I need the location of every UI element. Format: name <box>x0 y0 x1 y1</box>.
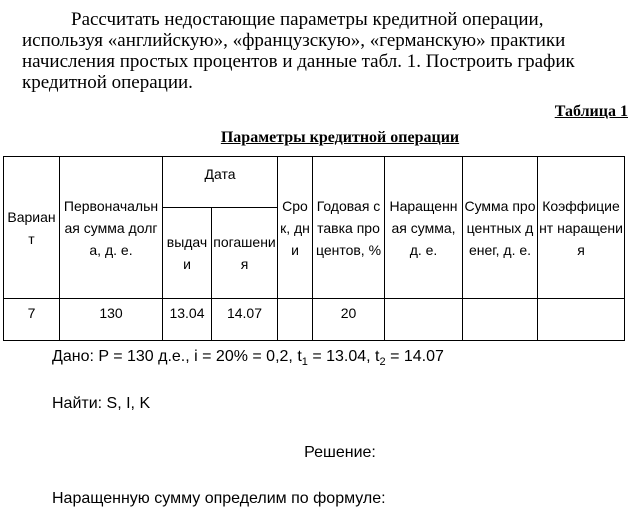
header-annual-rate: Годовая ставка процентов, % <box>313 157 385 299</box>
header-interest-sum: Сумма процентных денег, д. е. <box>463 157 538 299</box>
cell-initial-sum: 130 <box>60 299 163 341</box>
table-row <box>4 299 625 341</box>
find-line: Найти: S, I, K <box>52 395 151 412</box>
given-line <box>52 348 444 368</box>
header-issue-date: выдачи <box>163 208 212 299</box>
cell-issue-date: 13.04 <box>163 299 212 341</box>
cell-accrued-sum <box>385 299 463 341</box>
cell-accrual-coefficient <box>538 299 625 341</box>
cell-repayment-date: 14.07 <box>212 299 278 341</box>
cell-term <box>278 299 313 341</box>
header-repayment-date: погашения <box>212 208 278 299</box>
cell-interest-sum <box>463 299 538 341</box>
header-date: Дата <box>163 157 278 208</box>
table-caption: Параметры кредитной операции <box>220 129 460 146</box>
cell-variant: 7 <box>4 299 60 341</box>
cell-annual-rate: 20 <box>313 299 385 341</box>
table-number-label: Таблица 1 <box>554 103 628 120</box>
task-description: Рассчитать недостающие параметры кредитной операции, используя «английскую», «французскую», «германскую» практики начисления простых процентов и данные табл. 1. Построить график кредитной операции. <box>22 9 575 93</box>
header-term: Срок, дни <box>278 157 313 299</box>
t2-subscript: 2 <box>379 356 386 369</box>
header-accrued-sum: Наращенная сумма, д. е. <box>385 157 463 299</box>
t1-value: = 13.04, t <box>307 348 380 365</box>
given-prefix: Дано: P = 130 д.е., i = 20% = 0,2, t <box>52 348 302 365</box>
header-variant: Вариант <box>4 157 60 299</box>
credit-parameters-table <box>3 156 625 341</box>
header-initial-sum: Первоначальная сумма долга, д. е. <box>60 157 163 299</box>
formula-intro: Наращенную сумму определим по формуле: <box>52 490 386 507</box>
header-accrual-coefficient: Коэффициент наращения <box>538 157 625 299</box>
t1-subscript: 1 <box>301 356 308 369</box>
solution-heading: Решение: <box>304 444 376 461</box>
t2-value: = 14.07 <box>385 348 444 365</box>
